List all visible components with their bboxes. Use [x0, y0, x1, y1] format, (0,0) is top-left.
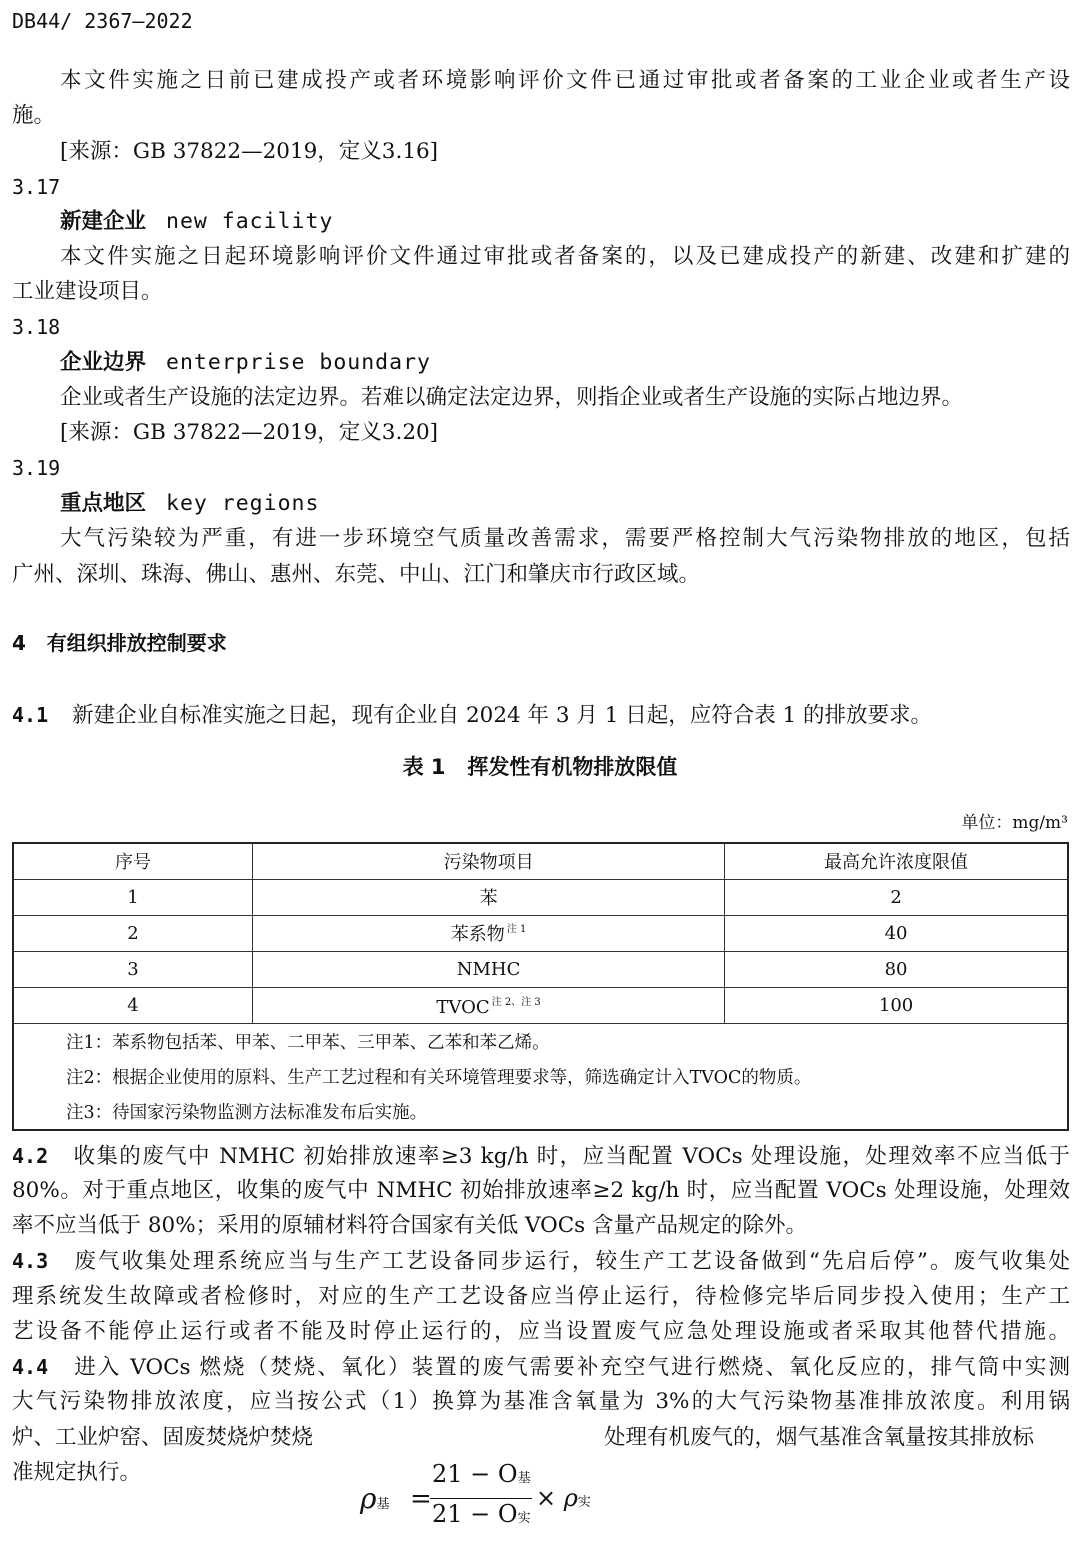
- column-header: 序号: [13, 843, 253, 879]
- pollutant-name: 苯: [479, 888, 498, 909]
- clause-4-3-line: [12, 1246, 1070, 1277]
- table-note-row: [13, 1059, 1068, 1094]
- clause-4-4-line: [12, 1352, 1070, 1383]
- term-en: new facility: [166, 209, 334, 234]
- clause-text: 准规定执行。: [12, 1460, 142, 1485]
- row-number: 2: [13, 915, 253, 951]
- term-heading: [60, 207, 333, 237]
- clause-number: 4.3: [12, 1249, 49, 1273]
- clause-text: 艺设备不能停止运行或者不能及时停止运行的，应当设置废气应急处理设施或者采取其他替代措施。: [12, 1319, 1070, 1344]
- term-number: 3.18: [12, 315, 61, 339]
- pollutant-name: TVOC: [436, 996, 490, 1018]
- definition-line: 施。: [12, 103, 56, 128]
- definition-line: 本文件实施之日前已建成投产或者环境影响评价文件已通过审批或者备案的工业企业或者生产设: [60, 68, 1070, 93]
- clause-text: 理系统发生故障或者检修时，对应的生产工艺设备应当停止运行，待检修完毕后同步投入使用；生产工: [12, 1284, 1070, 1309]
- clause-text: 进入 VOCs 燃烧（焚烧、氧化）装置的废气需要补充空气进行燃烧、氧化反应的，排气筒中实测: [72, 1355, 1070, 1380]
- source-citation: [来源：GB 37822—2019，定义3.16]: [60, 139, 439, 164]
- formula-subscript: 实: [517, 1511, 531, 1526]
- pollutant-item: [253, 915, 725, 951]
- table-note-row: [13, 1023, 1068, 1059]
- term-cn: 重点地区: [60, 491, 147, 516]
- pollutant-item: [253, 987, 725, 1023]
- clause-text: 废气收集处理系统应当与生产工艺设备同步运行，较生产工艺设备做到“先启后停”。废气收集处: [72, 1249, 1070, 1274]
- limit-value: 100: [725, 987, 1068, 1023]
- formula-subscript: 实: [577, 1495, 591, 1510]
- row-number: 3: [13, 951, 253, 987]
- definition-line: 工业建设项目。: [12, 279, 163, 304]
- pollutant-name: 苯系物: [450, 924, 505, 945]
- row-number: 1: [13, 879, 253, 915]
- term-cn: 企业边界: [60, 350, 147, 375]
- term-number: 3.17: [12, 175, 61, 199]
- clause-text: 80%。对于重点地区，收集的废气中 NMHC 初始排放速率≥2 kg/h 时，应当配置 VOCs 处理设施，处理效: [12, 1178, 1070, 1203]
- fraction-bar: [430, 1498, 532, 1499]
- definition-line: 大气污染较为严重，有进一步环境空气质量改善需求，需要严格控制大气污染物排放的地区，包括: [60, 526, 1070, 551]
- clause-text: 大气污染物排放浓度，应当按公式（1）换算为基准含氧量为 3%的大气污染物基准排放浓度。利用锅: [12, 1389, 1070, 1414]
- section-heading: 4 有组织排放控制要求: [12, 631, 227, 655]
- term-cn: 新建企业: [60, 209, 147, 234]
- formula-denominator: 21 − O实: [432, 1500, 531, 1528]
- clause-number: 4.1: [12, 703, 49, 727]
- clause-text: 炉、工业炉窑、固废焚烧炉焚烧: [12, 1425, 314, 1450]
- formula-subscript: 基: [376, 1497, 390, 1512]
- table-header-row: [13, 843, 1068, 879]
- clause-text: 收集的废气中 NMHC 初始排放速率≥3 kg/h 时，应当配置 VOCs 处理设施，处理效率不应当低于: [72, 1144, 1070, 1169]
- term-number: 3.19: [12, 456, 61, 480]
- table-note: 注1：苯系物包括苯、甲苯、二甲苯、三甲苯、乙苯和苯乙烯。: [13, 1023, 1068, 1059]
- pollutant-item: [253, 879, 725, 915]
- definition-line: 本文件实施之日起环境影响评价文件通过审批或者备案的，以及已建成投产的新建、改建和扩建的: [60, 244, 1070, 269]
- limit-value: 80: [725, 951, 1068, 987]
- table-row: [13, 951, 1068, 987]
- row-number: 4: [13, 987, 253, 1023]
- column-header: 污染物项目: [253, 843, 725, 879]
- table-row: [13, 879, 1068, 915]
- note-reference: 注 1: [506, 924, 527, 935]
- clause-4-1: [12, 700, 932, 731]
- term-heading: [60, 489, 319, 519]
- clause-text: 新建企业自标准实施之日起，现有企业自 2024 年 3 月 1 日起，应符合表 1 的排放要求。: [72, 703, 933, 728]
- clause-4-2-line: [12, 1141, 1070, 1172]
- source-citation: [来源：GB 37822—2019，定义3.20]: [60, 420, 439, 445]
- table-note: 注3：待国家污染物监测方法标准发布后实施。: [13, 1094, 1068, 1130]
- clause-number: 4.2: [12, 1144, 49, 1168]
- pollutant-name: NMHC: [456, 958, 521, 980]
- limit-value: 2: [725, 879, 1068, 915]
- table-note-row: [13, 1094, 1068, 1130]
- term-heading: [60, 348, 431, 378]
- formula-numerator: 21 − O基: [432, 1460, 531, 1488]
- pollutant-item: [253, 951, 725, 987]
- definition-line: 广州、深圳、珠海、佛山、惠州、东莞、中山、江门和肇庆市行政区域。: [12, 562, 701, 587]
- formula-subscript: 基: [517, 1471, 531, 1486]
- table-row: [13, 915, 1068, 951]
- emission-limit-table: [12, 842, 1069, 1131]
- note-reference: 注 2、注 3: [491, 996, 541, 1008]
- formula-lhs: ρ基: [360, 1482, 390, 1515]
- term-en: enterprise boundary: [166, 350, 431, 375]
- term-en: key regions: [166, 491, 320, 516]
- clause-number: 4.4: [12, 1355, 49, 1379]
- table-row: [13, 987, 1068, 1023]
- table-unit: 单位：mg/m³: [961, 813, 1068, 833]
- oxygen-conversion-formula: [360, 1460, 600, 1538]
- limit-value: 40: [725, 915, 1068, 951]
- formula-equals: =: [410, 1484, 432, 1514]
- doc-number: DB44/ 2367—2022: [12, 9, 193, 33]
- clause-text: 率不应当低于 80%；采用的原辅材料符合国家有关低 VOCs 含量产品规定的除外。: [12, 1213, 808, 1238]
- table-note: 注2：根据企业使用的原料、生产工艺过程和有关环境管理要求等，筛选确定计入TVOC的物质。: [13, 1059, 1068, 1094]
- definition-line: 企业或者生产设施的法定边界。若难以确定法定边界，则指企业或者生产设施的实际占地边界。: [60, 385, 964, 410]
- clause-text: 处理有机废气的，烟气基准含氧量按其排放标: [604, 1425, 1035, 1450]
- table-title: 表 1 挥发性有机物排放限值: [402, 755, 678, 779]
- formula-rhs: × ρ实: [536, 1484, 591, 1512]
- column-header: 最高允许浓度限值: [725, 843, 1068, 879]
